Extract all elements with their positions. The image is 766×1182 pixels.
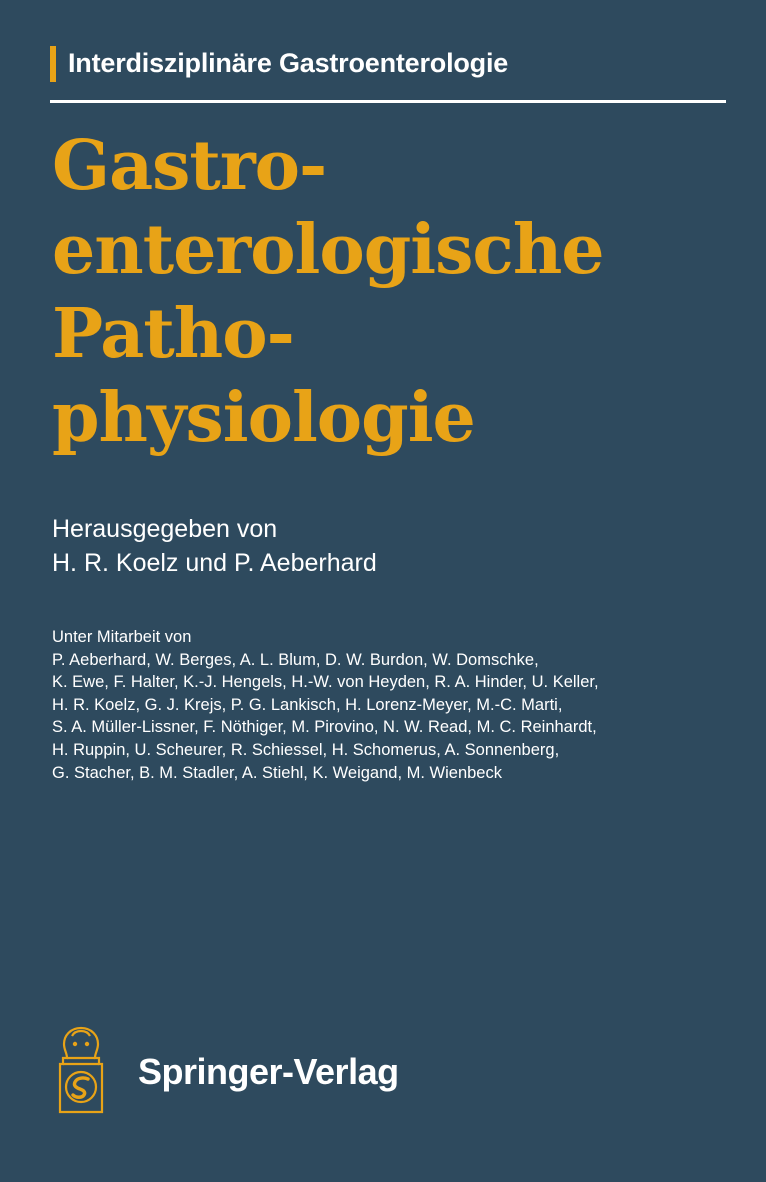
editors-names: H. R. Koelz und P. Aeberhard xyxy=(52,549,377,577)
contributors-line: H. R. Koelz, G. J. Krejs, P. G. Lankisch, H. Lorenz-Meyer, M.-C. Marti, xyxy=(52,695,563,714)
title-line: enterologische xyxy=(52,210,604,290)
page-title xyxy=(52,124,742,460)
contributors-line: S. A. Müller-Lissner, F. Nöthiger, M. Pirovino, N. W. Read, M. C. Reinhardt, xyxy=(52,718,597,737)
series-band xyxy=(0,0,766,104)
editors-block xyxy=(52,512,732,580)
contributors-block xyxy=(52,626,712,784)
title-line: Patho- xyxy=(52,294,294,374)
publisher-block xyxy=(50,1024,399,1120)
editors-label: Herausgegeben von xyxy=(52,515,278,543)
series-accent-bar xyxy=(50,46,56,82)
title-line: Gastro- xyxy=(52,126,327,206)
title-line: physiologie xyxy=(52,378,475,458)
contributors-line: P. Aeberhard, W. Berges, A. L. Blum, D. W. Burdon, W. Domschke, xyxy=(52,650,539,669)
header-divider xyxy=(50,100,726,103)
series-title: Interdisziplinäre Gastroenterologie xyxy=(68,48,509,78)
springer-knight-logo-icon xyxy=(50,1024,112,1120)
contributors-line: G. Stacher, B. M. Stadler, A. Stiehl, K. Weigand, M. Wienbeck xyxy=(52,763,502,782)
publisher-name: Springer-Verlag xyxy=(138,1051,399,1092)
contributors-line: H. Ruppin, U. Scheurer, R. Schiessel, H. Schomerus, A. Sonnenberg, xyxy=(52,740,560,759)
contributors-line: K. Ewe, F. Halter, K.-J. Hengels, H.-W. von Heyden, R. A. Hinder, U. Keller, xyxy=(52,673,599,692)
contributors-heading: Unter Mitarbeit von xyxy=(52,628,192,646)
